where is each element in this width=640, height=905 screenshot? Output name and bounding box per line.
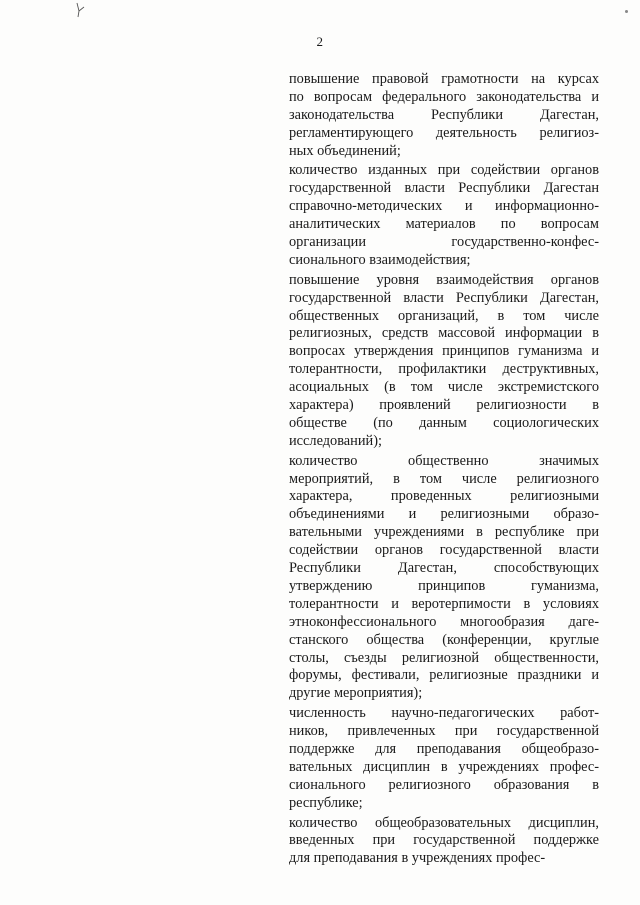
- text-line: обществе (по данным социологических: [289, 414, 599, 431]
- text-line: аналитических материалов по вопросам: [289, 216, 599, 233]
- paragraph: [289, 815, 599, 869]
- text-line: исследований);: [289, 432, 382, 449]
- text-line: повышение правовой грамотности на курсах: [289, 71, 599, 87]
- text-line: вательных дисциплин в учреждениях профес-: [289, 758, 599, 775]
- text-line: ных объединений;: [289, 142, 401, 159]
- text-line: утверждению принципов гуманизма,: [289, 577, 599, 594]
- text-line: численность научно-педагогических работ-: [289, 705, 599, 722]
- paragraph: [289, 71, 599, 160]
- text-line: введенных при государственной поддержке: [289, 832, 599, 849]
- text-line: для преподавания в учреждениях профес-: [289, 850, 546, 867]
- text-line: количество общественно значимых: [289, 452, 599, 469]
- text-line: вательными учреждениями в республике при: [289, 524, 599, 541]
- text-line: станского общества (конференции, круглые: [289, 631, 599, 648]
- text-line: законодательства Республики Дагестан,: [289, 106, 599, 123]
- text-line: этноконфессионального многообразия даге-: [289, 613, 599, 630]
- text-line: вопросах утверждения принципов гуманизма и: [289, 343, 599, 360]
- paragraph: [289, 453, 599, 703]
- paragraph: [289, 272, 599, 451]
- text-line: повышение уровня взаимодействия органов: [289, 271, 599, 288]
- text-line: количество изданных при содействии органов: [289, 162, 599, 179]
- text-line: толерантности, профилактики деструктивных,: [289, 361, 599, 378]
- text-line: характера, проведенных религиозными: [289, 488, 599, 505]
- text-line: другие мероприятия);: [289, 685, 423, 702]
- text-line: поддержке для преподавания общеобразо-: [289, 740, 599, 757]
- text-line: регламентирующего деятельность религиоз-: [289, 124, 599, 141]
- paragraph: [289, 705, 599, 812]
- paragraph: [289, 162, 599, 269]
- scan-artifact-mark: [75, 2, 89, 18]
- text-line: по вопросам федерального законодательства и: [289, 88, 599, 105]
- text-line: объединениями и религиозными образо-: [289, 506, 599, 523]
- text-line: справочно-методических и информационно-: [289, 198, 599, 215]
- text-line: религиозных, средств массовой информации в: [289, 325, 599, 342]
- text-line: сионального религиозного образования в: [289, 776, 599, 793]
- text-line: характера) проявлений религиозности в: [289, 397, 599, 414]
- text-line: толерантности и веротерпимости в условиях: [289, 595, 599, 612]
- scan-artifact-dot: [625, 10, 628, 13]
- text-line: организации государственно-конфес-: [289, 234, 599, 251]
- text-line: асоциальных (в том числе экстремистского: [289, 379, 599, 396]
- text-line: государственной власти Республики Дагестан,: [289, 289, 599, 306]
- text-line: Республики Дагестан, способствующих: [289, 560, 599, 577]
- text-line: общественных организаций, в том числе: [289, 307, 599, 324]
- text-line: сионального взаимодействия;: [289, 251, 471, 268]
- text-line: республике;: [289, 794, 363, 811]
- text-line: ников, привлеченных при государственной: [289, 723, 599, 740]
- text-line: форумы, фестивали, религиозные праздники и: [289, 667, 599, 684]
- document-body: [289, 71, 599, 868]
- text-line: мероприятий, в том числе религиозного: [289, 470, 599, 487]
- page-number: 2: [316, 34, 324, 49]
- text-line: государственной власти Республики Дагестан: [289, 180, 599, 197]
- text-line: содействии органов государственной власти: [289, 542, 599, 559]
- text-line: столы, съезды религиозной общественности,: [289, 649, 599, 666]
- text-line: количество общеобразовательных дисциплин,: [289, 814, 599, 831]
